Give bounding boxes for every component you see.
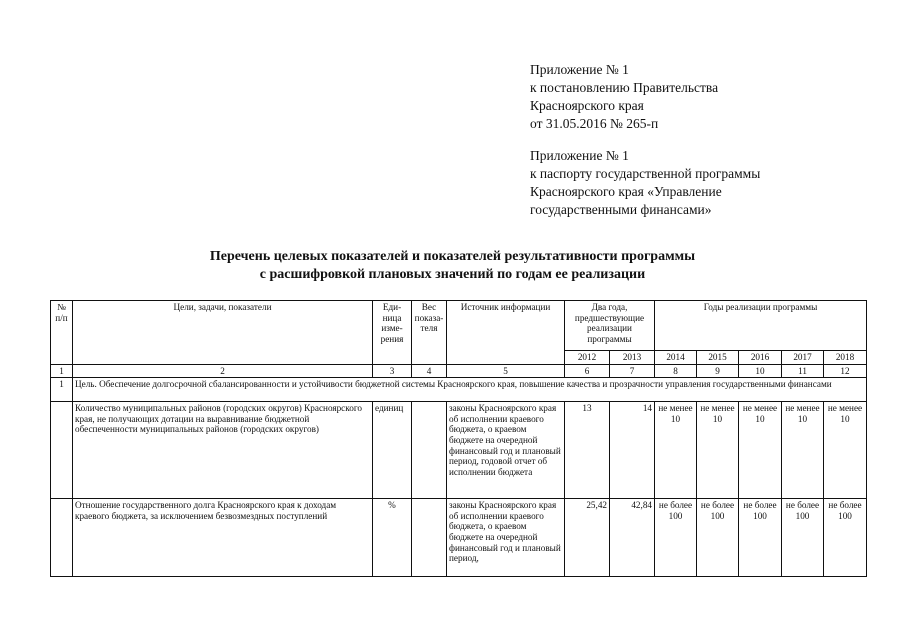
appendix-line: Красноярского края «Управление xyxy=(530,184,722,199)
header-impl-years: Годы реализации программы xyxy=(655,301,867,351)
header-year: 2016 xyxy=(739,351,782,365)
row-num-cell xyxy=(51,402,73,499)
header-unit: Еди- ница изме- рения xyxy=(373,301,412,365)
column-number: 5 xyxy=(447,364,565,378)
goal-num: 1 xyxy=(51,378,73,402)
header-year: 2014 xyxy=(655,351,697,365)
header-year: 2013 xyxy=(610,351,655,365)
indicator-source: законы Красноярского края об исполнении краевого бюджета, о краевом бюджете на очередной финансовый год и плановый период, годовой отчет об исполнении бюджета xyxy=(447,402,565,499)
goal-text: Цель. Обеспечение долгосрочной сбалансированности и устойчивости бюджетной системы Красноярского края, повышение качества и прозрачности управления государственными финансами xyxy=(73,378,867,402)
value-2013: 14 xyxy=(610,402,655,499)
indicator-source: законы Красноярского края об исполнении краевого бюджета, о краевом бюджете на очередной финансовый год и плановый период, xyxy=(447,499,565,577)
header-weight: Вес показа- теля xyxy=(412,301,447,365)
indicators-table xyxy=(50,300,867,577)
value-2013: 42,84 xyxy=(610,499,655,577)
appendix-resolution-block xyxy=(530,61,890,133)
title-line-2: с расшифровкой плановых значений по годам ее реализации xyxy=(259,267,646,282)
value-2014: не менее 10 xyxy=(655,402,697,499)
value-2017: не более 100 xyxy=(782,499,824,577)
column-number: 4 xyxy=(412,364,447,378)
indicator-weight xyxy=(412,499,447,577)
value-2017: не менее 10 xyxy=(782,402,824,499)
table-row xyxy=(51,499,867,577)
value-2014: не более 100 xyxy=(655,499,697,577)
title-line-1: Перечень целевых показателей и показателей результативности программы xyxy=(209,249,696,264)
value-2018: не более 100 xyxy=(824,499,867,577)
value-2018: не менее 10 xyxy=(824,402,867,499)
column-number: 9 xyxy=(697,364,739,378)
column-number: 8 xyxy=(655,364,697,378)
column-number: 2 xyxy=(73,364,373,378)
page-crop-edge xyxy=(0,580,905,640)
header-prev-years: Два года, предшествующие реализации программы xyxy=(565,301,655,351)
value-2015: не более 100 xyxy=(697,499,739,577)
value-2015: не менее 10 xyxy=(697,402,739,499)
header-year: 2015 xyxy=(697,351,739,365)
value-2012: 25,42 xyxy=(565,499,610,577)
header-year: 2012 xyxy=(565,351,610,365)
indicator-name: Количество муниципальных районов (городских округов) Красноярского края, не получающих дотации на выравнивание бюджетной обеспеченности муниципальных районов (городских округов) xyxy=(73,402,373,499)
appendix-passport-block xyxy=(530,147,890,219)
value-2016: не менее 10 xyxy=(739,402,782,499)
column-number: 11 xyxy=(782,364,824,378)
header-year: 2018 xyxy=(824,351,867,365)
header-year: 2017 xyxy=(782,351,824,365)
appendix-line: Приложение № 1 xyxy=(530,62,629,77)
row-num-cell xyxy=(51,499,73,577)
indicator-name: Отношение государственного долга Красноярского края к доходам краевого бюджета, за исключением безвозмездных поступлений xyxy=(73,499,373,577)
header-num: № п/п xyxy=(51,301,73,365)
indicator-weight xyxy=(412,402,447,499)
indicator-unit: % xyxy=(373,499,412,577)
column-number: 1 xyxy=(51,364,73,378)
appendix-line: к постановлению Правительства xyxy=(530,80,719,95)
table-row xyxy=(51,402,867,499)
appendix-line: от 31.05.2016 № 265-п xyxy=(530,116,659,131)
column-number: 6 xyxy=(565,364,610,378)
appendix-line: Красноярского края xyxy=(530,98,644,113)
column-number: 7 xyxy=(610,364,655,378)
column-number: 12 xyxy=(824,364,867,378)
value-2012: 13 xyxy=(565,402,610,499)
header-goals: Цели, задачи, показатели xyxy=(73,301,373,365)
column-number: 3 xyxy=(373,364,412,378)
header-source: Источник информации xyxy=(447,301,565,365)
value-2016: не более 100 xyxy=(739,499,782,577)
appendix-line: Приложение № 1 xyxy=(530,148,629,163)
column-number: 10 xyxy=(739,364,782,378)
appendix-line: государственными финансами» xyxy=(530,202,712,217)
document-title xyxy=(0,248,905,284)
goal-row xyxy=(51,378,867,402)
appendix-line: к паспорту государственной программы xyxy=(530,166,761,181)
indicator-unit: единиц xyxy=(373,402,412,499)
